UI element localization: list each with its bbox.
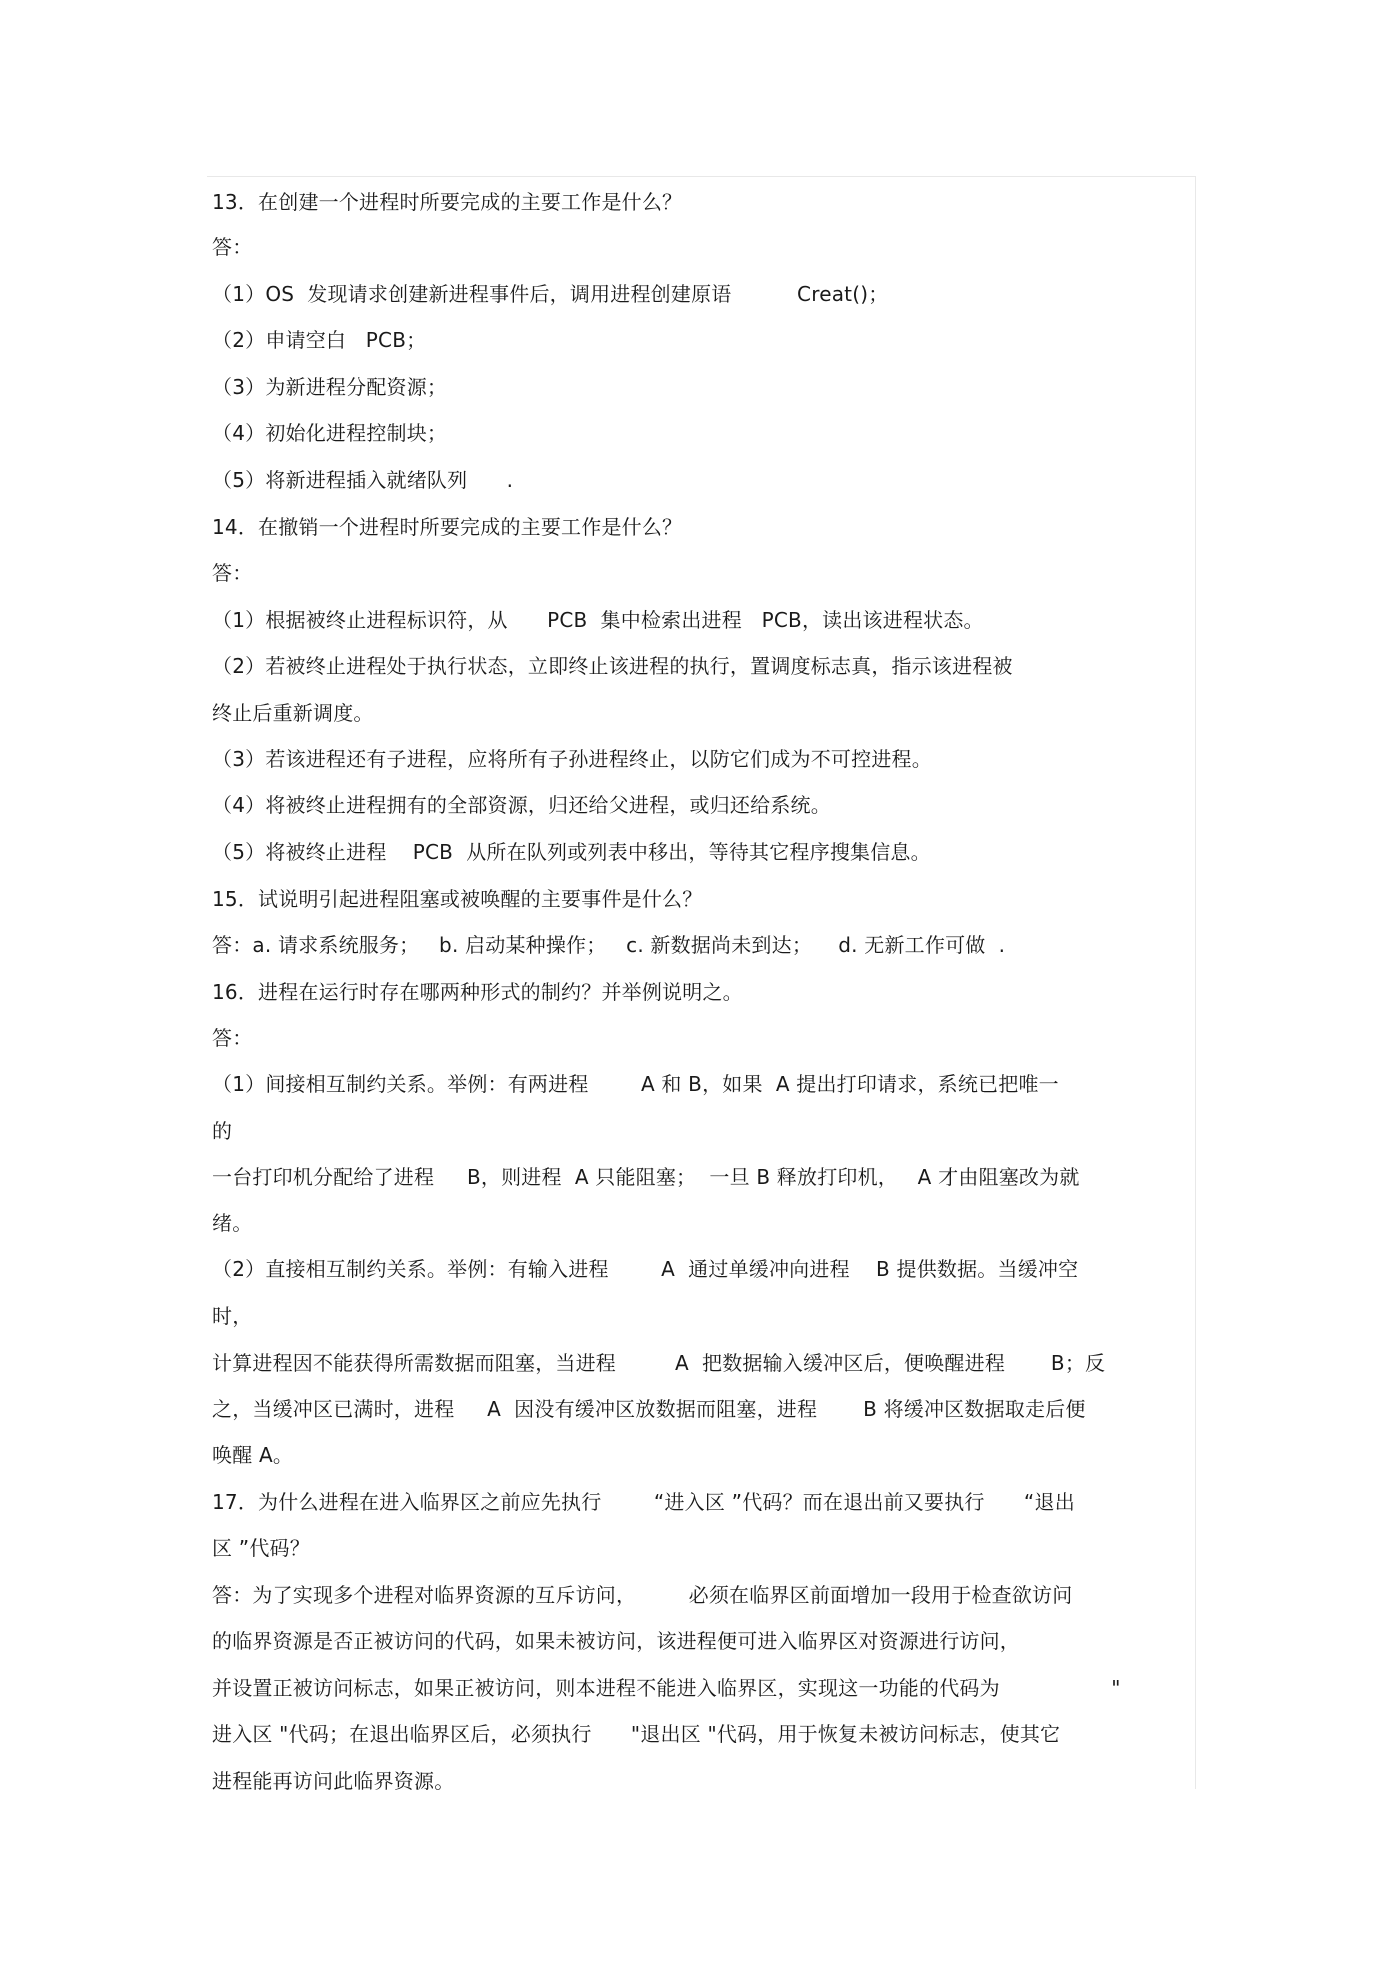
answer-item: （2）若被终止进程处于执行状态，立即终止该进程的执行，置调度标志真，指示该进程被 bbox=[212, 654, 1013, 678]
answer-item: （1）OS 发现请求创建新进程事件后，调用进程创建原语 Creat()； bbox=[212, 282, 889, 306]
answer-item: （3）若该进程还有子进程，应将所有子孙进程终止，以防它们成为不可控进程。 bbox=[212, 747, 932, 771]
answer-item-continued: 时， bbox=[212, 1304, 253, 1328]
question-16-heading: 16．进程在运行时存在哪两种形式的制约？并举例说明之。 bbox=[212, 980, 743, 1004]
answer-text-continued: 进程能再访问此临界资源。 bbox=[212, 1769, 455, 1793]
answer-item: （1）间接相互制约关系。举例：有两进程 A 和 B，如果 A 提出打印请求，系统已把唯一 bbox=[212, 1072, 1059, 1096]
question-14-heading: 14．在撤销一个进程时所要完成的主要工作是什么？ bbox=[212, 515, 683, 539]
answer-item: （3）为新进程分配资源； bbox=[212, 375, 448, 399]
answer-item-continued: 之，当缓冲区已满时，进程 A 因没有缓冲区放数据而阻塞，进程 B 将缓冲区数据取走后便 bbox=[212, 1397, 1086, 1421]
answer-item-continued: 唤醒 A。 bbox=[212, 1443, 294, 1467]
answer-item: （4）将被终止进程拥有的全部资源，归还给父进程，或归还给系统。 bbox=[212, 793, 831, 817]
question-13-heading: 13．在创建一个进程时所要完成的主要工作是什么？ bbox=[212, 190, 683, 214]
answer-label: 答： bbox=[212, 1026, 253, 1050]
answer-text-continued: 的临界资源是否正被访问的代码，如果未被访问，该进程便可进入临界区对资源进行访问， bbox=[212, 1629, 1020, 1653]
answer-item: （1）根据被终止进程标识符，从 PCB 集中检索出进程 PCB，读出该进程状态。 bbox=[212, 608, 984, 632]
answer-item-continued: 计算进程因不能获得所需数据而阻塞，当进程 A 把数据输入缓冲区后，便唤醒进程 B；反 bbox=[212, 1351, 1106, 1375]
answer-item-continued: 一台打印机分配给了进程 B，则进程 A 只能阻塞； 一旦 B 释放打印机， A 才由阻塞改为就 bbox=[212, 1165, 1080, 1189]
answer-text: 答：为了实现多个进程对临界资源的互斥访问， 必须在临界区前面增加一段用于检查欲访问 bbox=[212, 1583, 1073, 1607]
answer-item: （2）申请空白 PCB； bbox=[212, 328, 427, 352]
answer-item-continued: 的 bbox=[212, 1119, 233, 1143]
answer-item-continued: 绪。 bbox=[212, 1211, 253, 1235]
answer-text-continued: 并设置正被访问标志，如果正被访问，则本进程不能进入临界区，实现这一功能的代码为 " bbox=[212, 1676, 1121, 1700]
answer-item: （4）初始化进程控制块； bbox=[212, 421, 448, 445]
answer-text-continued: 进入区 "代码；在退出临界区后，必须执行 "退出区 "代码，用于恢复未被访问标志，使其它 bbox=[212, 1722, 1061, 1746]
question-15-heading: 15．试说明引起进程阻塞或被唤醒的主要事件是什么？ bbox=[212, 887, 703, 911]
question-17-heading: 17．为什么进程在进入临界区之前应先执行 “进入区 ”代码？而在退出前又要执行 “退出 bbox=[212, 1490, 1075, 1514]
answer-item: （5）将被终止进程 PCB 从所在队列或列表中移出，等待其它程序搜集信息。 bbox=[212, 840, 931, 864]
answer-text: 答：a. 请求系统服务； b. 启动某种操作； c. 新数据尚未到达； d. 无新工作可做 . bbox=[212, 933, 1006, 957]
answer-label: 答： bbox=[212, 561, 253, 585]
answer-item: （2）直接相互制约关系。举例：有输入进程 A 通过单缓冲向进程 B 提供数据。当缓冲空 bbox=[212, 1257, 1079, 1281]
answer-item-continued: 终止后重新调度。 bbox=[212, 701, 374, 725]
question-17-heading-continued: 区 ”代码？ bbox=[212, 1536, 310, 1560]
answer-item: （5）将新进程插入就绪队列 . bbox=[212, 468, 514, 492]
answer-label: 答： bbox=[212, 235, 253, 259]
